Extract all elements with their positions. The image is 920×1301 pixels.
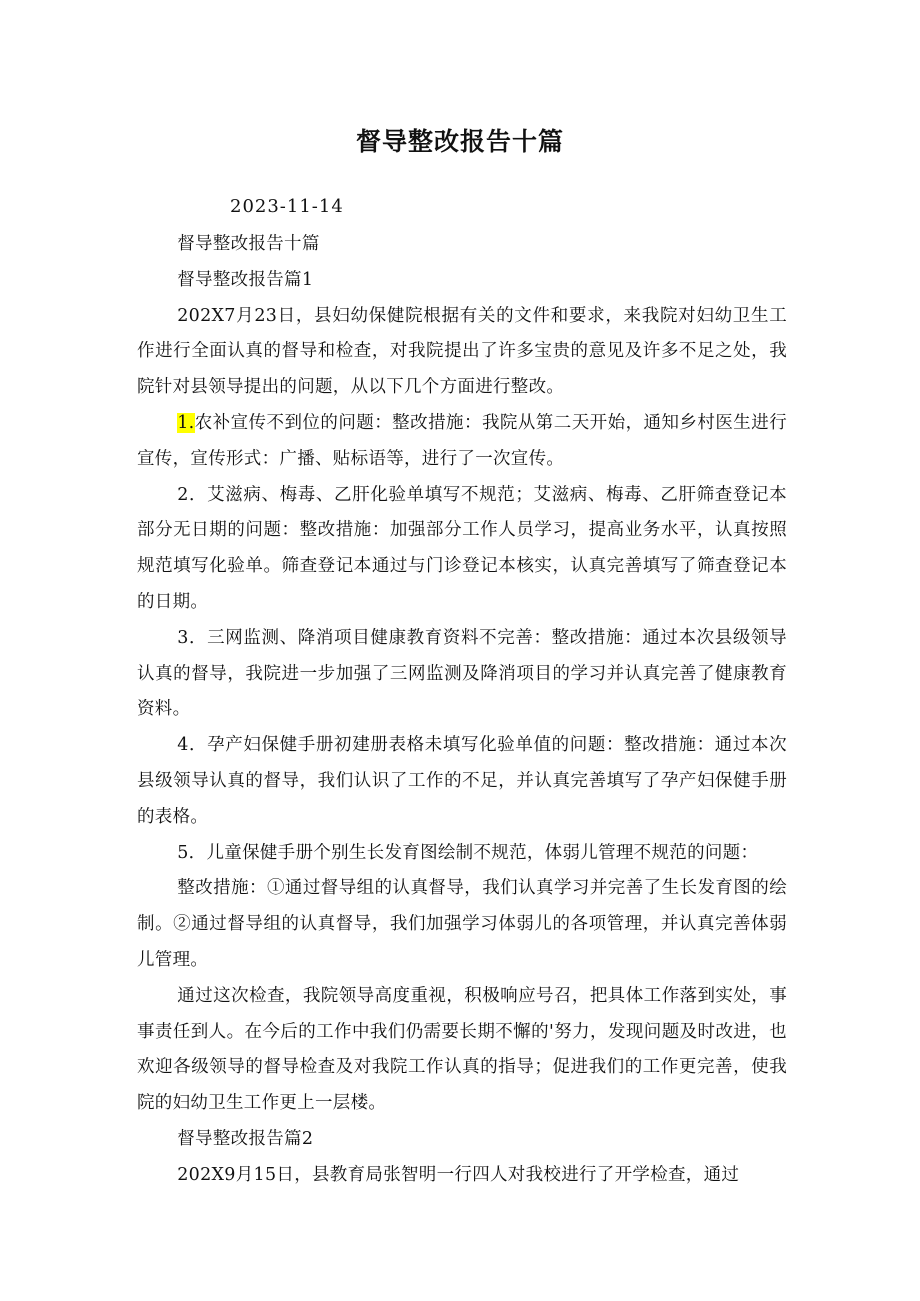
document-date: 2023-11-14: [230, 196, 344, 217]
subtitle-paragraph: 督导整改报告十篇: [177, 234, 320, 254]
section-heading-2: 督导整改报告篇2: [177, 1128, 314, 1149]
document-title: 督导整改报告十篇: [355, 127, 564, 156]
highlighted-item-number: 1.: [177, 412, 195, 433]
document-body: [137, 227, 787, 1194]
item-4-paragraph: 4．孕产妇保健手册初建册表格未填写化验单值的问题：整改措施：通过本次县级领导认真的督导，我们认识了工作的不足，并认真完善填写了孕产妇保健手册的表格。: [137, 735, 787, 827]
intro-paragraph: 202X7月23日，县妇幼保健院根据有关的文件和要求，来我院对妇幼卫生工作进行全面认真的督导和检查，对我院提出了许多宝贵的意见及许多不足之处，我院针对县领导提出的问题，从以下几个方面进行整改。: [137, 305, 787, 398]
item-3-paragraph: 3．三网监测、降消项目健康教育资料不完善：整改措施：通过本次县级领导认真的督导，我院进一步加强了三网监测及降消项目的学习并认真完善了健康教育资料。: [137, 627, 787, 720]
item-1-text: 农补宣传不到位的问题：整改措施：我院从第二天开始，通知乡村医生进行宣传，宣传形式：广播、贴标语等，进行了一次宣传。: [137, 412, 787, 469]
item-5-paragraph: 5．儿童保健手册个别生长发育图绘制不规范，体弱儿管理不规范的问题：: [177, 842, 759, 863]
item-5-measures-paragraph: 整改措施：①通过督导组的认真督导，我们认真学习并完善了生长发育图的绘制。②通过督导组的认真督导，我们加强学习体弱儿的各项管理，并认真完善体弱儿管理。: [137, 878, 787, 970]
section-heading-1: 督导整改报告篇1: [177, 269, 314, 290]
section-2-intro-paragraph: 202X9月15日，县教育局张智明一行四人对我校进行了开学检查，通过: [177, 1164, 740, 1185]
item-1-paragraph: [137, 406, 787, 478]
item-2-paragraph: 2．艾滋病、梅毒、乙肝化验单填写不规范；艾滋病、梅毒、乙肝筛查登记本部分无日期的问题：整改措施：加强部分工作人员学习，提高业务水平，认真按照规范填写化验单。筛查登记本通过与门诊登记本核实，认真完善填写了筛查登记本的日期。: [137, 484, 787, 612]
conclusion-paragraph: 通过这次检查，我院领导高度重视，积极响应号召，把具体工作落到实处，事事责任到人。在今后的工作中我们仍需要长期不懈的'努力，发现问题及时改进，也欢迎各级领导的督导检查及对我院工作认真的指导；促进我们的工作更完善，使我院的妇幼卫生工作更上一层楼。: [137, 985, 787, 1114]
